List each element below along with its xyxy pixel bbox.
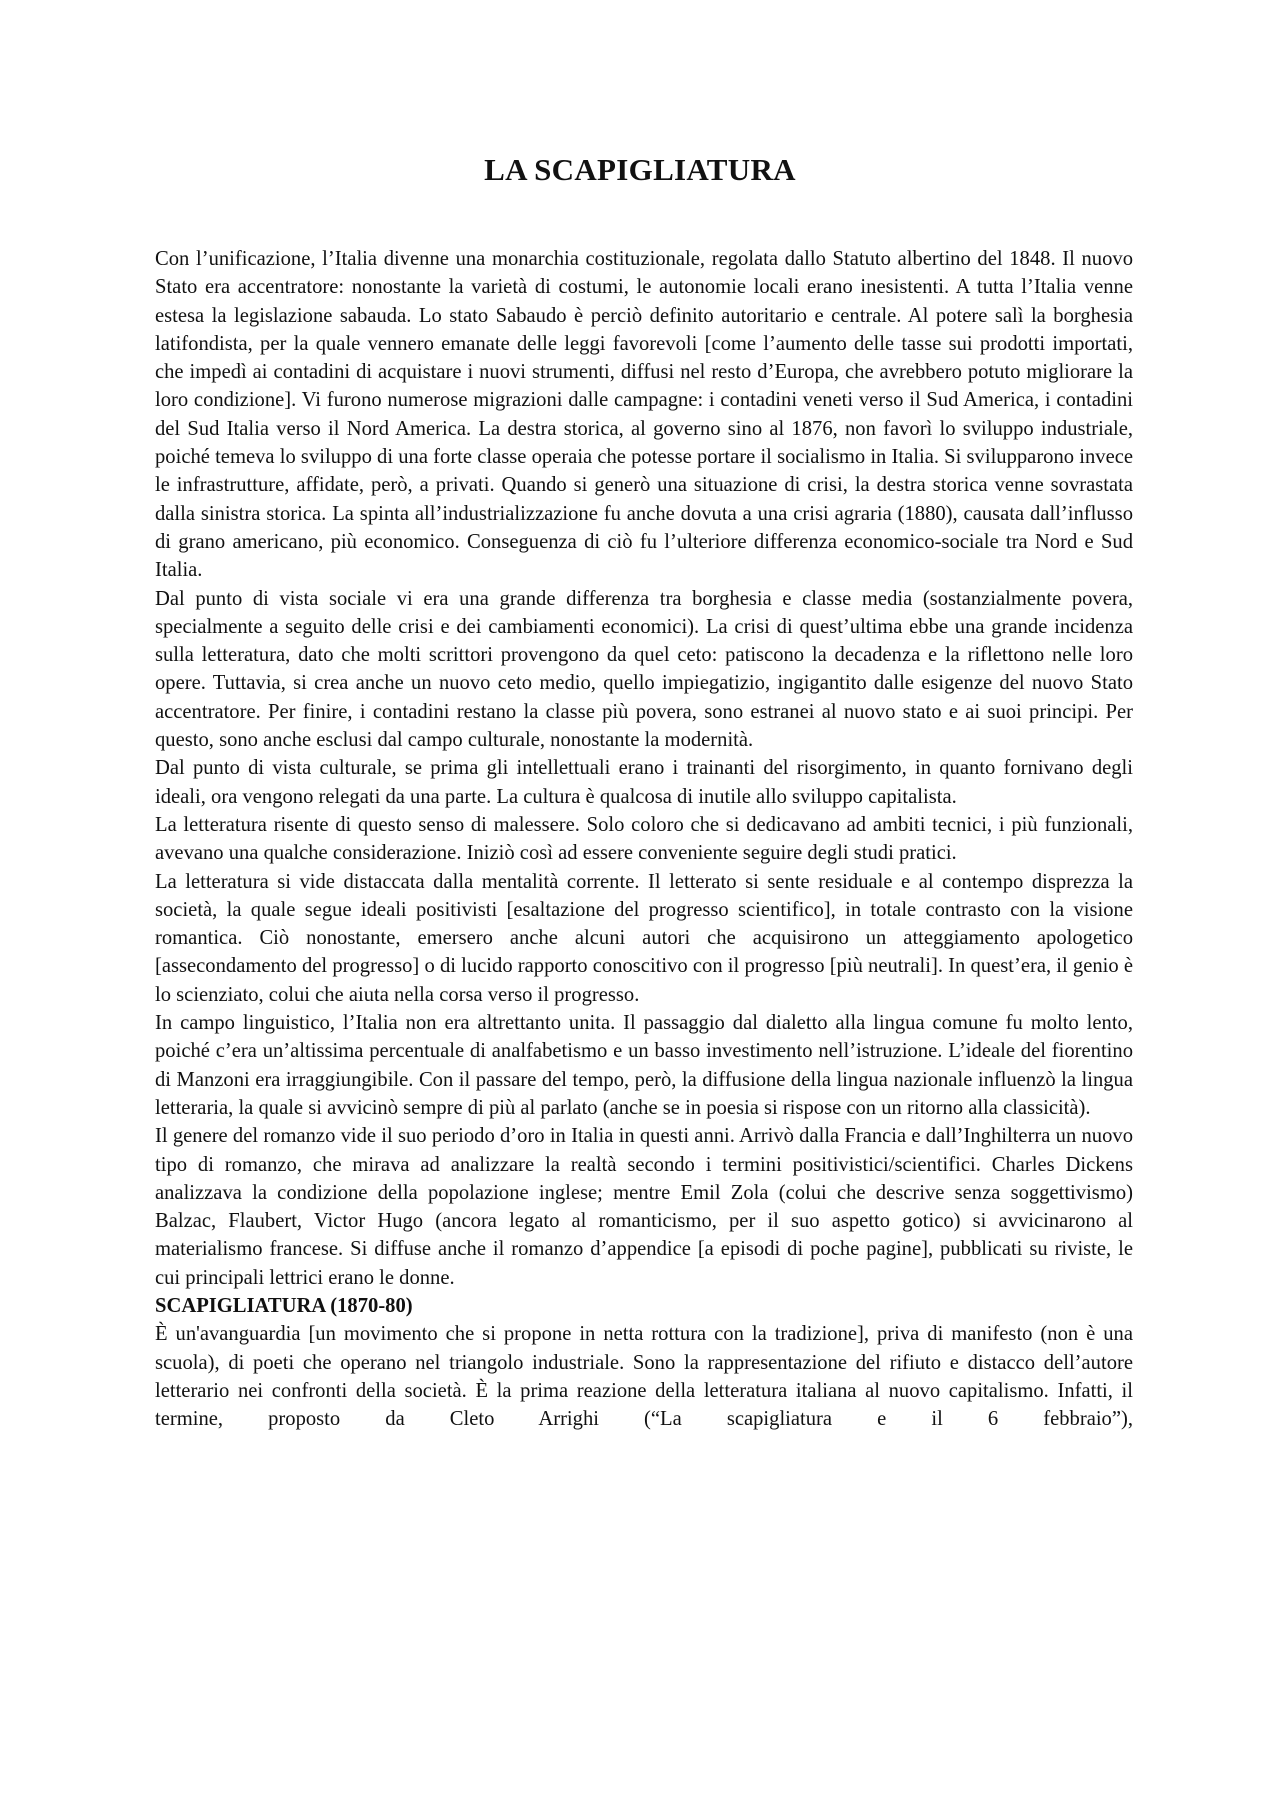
section-heading-scapigliatura: SCAPIGLIATURA (1870-80) (155, 1294, 413, 1317)
paragraph-punto-vista-culturale: Dal punto di vista culturale, se prima gli intellettuali erano i trainanti del risorgimento, in quanto fornivano degli ideali, ora vengono relegati da una parte. La cultura è qualcosa di inutile allo sviluppo capitalista. (155, 757, 1133, 808)
page-title: LA SCAPIGLIATURA (484, 152, 796, 187)
document-body (155, 245, 1133, 1433)
paragraph-punto-vista-sociale: Dal punto di vista sociale vi era una grande differenza tra borghesia e classe media (sostanzialmente povera, specialmente a seguito delle crisi e dei cambiamenti economici). La crisi di quest’ultima ebbe una grande incidenza sulla letteratura, dato che molti scrittori provengono da quel ceto: patiscono la decadenza e la riflettono nelle loro opere. Tuttavia, si crea anche un nuovo ceto medio, quello impiegatizio, ingigantito dalle esigenze del nuovo Stato accentratore. Per finire, i contadini restano la classe più povera, sono estranei al nuovo stato e ai suoi principi. Per questo, sono anche esclusi dal campo culturale, nonostante la modernità. (155, 587, 1133, 752)
paragraph-genere-romanzo: Il genere del romanzo vide il suo periodo d’oro in Italia in questi anni. Arrivò dalla Francia e dall’Inghilterra un nuovo tipo di romanzo, che mirava ad analizzare la realtà secondo i termini positivistici/scientifici. Charles Dickens analizzava la condizione della popolazione inglese; mentre Emil Zola (colui che descrive senza soggettivismo) Balzac, Flaubert, Victor Hugo (ancora legato al romanticismo, per il suo aspetto gotico) si avvicinarono al materialismo francese. Si diffuse anche il romanzo d’appendice [a episodi di poche pagine], pubblicati su riviste, le cui principali lettrici erano le donne. (155, 1125, 1133, 1289)
paragraph-unificazione: Con l’unificazione, l’Italia divenne una monarchia costituzionale, regolata dallo Statuto albertino del 1848. Il nuovo Stato era accentratore: nonostante la varietà di costumi, le autonomie locali erano inesistenti. A tutta l’Italia venne estesa la legislazione sabauda. Lo stato Sabaudo è perciò definito autoritario e centrale. Al potere salì la borghesia latifondista, per la quale vennero emanate delle leggi favorevoli [come l’aumento delle tasse sui prodotti importati, che impedì ai contadini di acquistare i nuovi strumenti, diffusi nel resto d’Europa, che avrebbero potuto migliorare la loro condizione]. Vi furono numerose migrazioni dalle campagne: i contadini veneti verso il Sud America, i contadini del Sud Italia verso il Nord America. La destra storica, al governo sino al 1876, non favorì lo sviluppo industriale, poiché temeva lo sviluppo di una forte classe operaia che potesse portare il socialismo in Italia. Si svilupparono invece le infrastrutture, affidate, però, a privati. Quando si generò una situazione di crisi, la destra storica venne sovrastata dalla sinistra storica. La spinta all’industrializzazione fu anche dovuta a una crisi agraria (1880), causata dall’influsso di grano americano, più economico. Conseguenza di ciò fu l’ulteriore differenza economico-sociale tra Nord e Sud Italia. (155, 248, 1133, 582)
paragraph-letteratura-distaccata: La letteratura si vide distaccata dalla mentalità corrente. Il letterato si sente residuale e al contempo disprezza la società, la quale segue ideali positivisti [esaltazione del progresso scientifico], in totale contrasto con la visione romantica. Ciò nonostante, emersero anche alcuni autori che acquisirono un atteggiamento apologetico [assecondamento del progresso] o di lucido rapporto conoscitivo con il progresso [più neutrali]. In quest’era, il genio è lo scienziato, colui che aiuta nella corsa verso il progresso. (155, 870, 1133, 1006)
paragraph-campo-linguistico: In campo linguistico, l’Italia non era altrettanto unita. Il passaggio dal dialetto alla lingua comune fu molto lento, poiché c’era un’altissima percentuale di analfabetismo e un basso investimento nell’istruzione. L’ideale del fiorentino di Manzoni era irraggiungibile. Con il passare del tempo, però, la diffusione della lingua nazionale influenzò la lingua letteraria, la quale si avvicinò sempre di più al parlato (anche se in poesia si rispose con un ritorno alla classicità). (155, 1012, 1133, 1119)
paragraph-letteratura-malessere: La letteratura risente di questo senso di malessere. Solo coloro che si dedicavano ad ambiti tecnici, i più funzionali, avevano una qualche considerazione. Iniziò così ad essere conveniente seguire degli studi pratici. (155, 813, 1133, 865)
paragraph-avanguardia: È un'avanguardia [un movimento che si propone in netta rottura con la tradizione], priva di manifesto (non è una scuola), di poeti che operano nel triangolo industriale. Sono la rappresentazione del rifiuto e distacco dell’autore letterario nei confronti della società. È la prima reazione della letteratura italiana al nuovo capitalismo. Infatti, il termine, proposto da Cleto Arrighi (“La scapigliatura e il 6 febbraio”), (155, 1323, 1133, 1431)
